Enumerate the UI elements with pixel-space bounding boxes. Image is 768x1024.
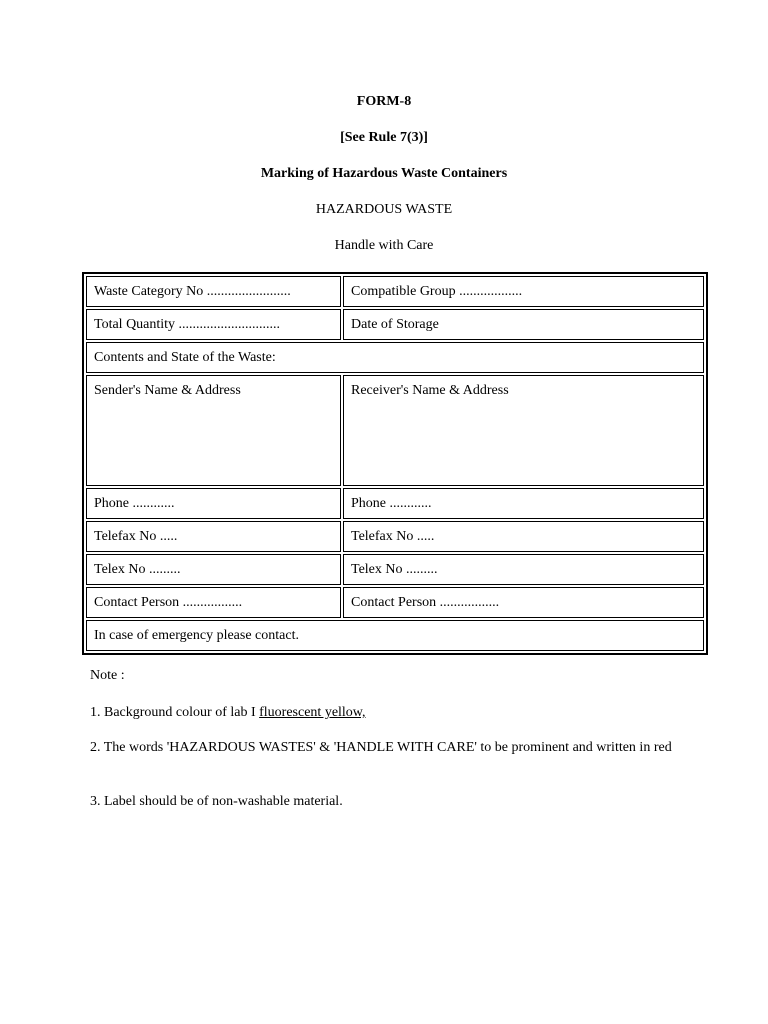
sender-telefax-field: Telefax No ..... <box>86 521 341 552</box>
table-row <box>86 276 704 307</box>
table-row <box>86 587 704 618</box>
table-row <box>86 309 704 340</box>
total-quantity-field: Total Quantity ............................. <box>86 309 341 340</box>
receiver-contact-field: Contact Person ................. <box>343 587 704 618</box>
label-subheading: Handle with Care <box>334 238 434 253</box>
table-row <box>86 620 704 651</box>
table-row <box>86 554 704 585</box>
compatible-group-field: Compatible Group .................. <box>343 276 704 307</box>
receiver-address-field: Receiver's Name & Address <box>343 375 704 486</box>
table-row <box>86 521 704 552</box>
sender-address-field: Sender's Name & Address <box>86 375 341 486</box>
emergency-contact-field: In case of emergency please contact. <box>86 620 704 651</box>
sender-phone-field: Phone ............ <box>86 488 341 519</box>
table-row <box>86 342 704 373</box>
waste-category-field: Waste Category No ........................ <box>86 276 341 307</box>
waste-label-form <box>82 272 708 655</box>
table-row <box>86 488 704 519</box>
note-item-1 <box>90 704 690 722</box>
form-subject: Marking of Hazardous Waste Containers <box>260 166 508 181</box>
date-of-storage-field: Date of Storage <box>343 309 704 340</box>
form-title: FORM-8 <box>356 94 412 109</box>
receiver-telefax-field: Telefax No ..... <box>343 521 704 552</box>
receiver-telex-field: Telex No ......... <box>343 554 704 585</box>
note-item-3: 3. Label should be of non-washable material. <box>90 794 343 809</box>
sender-contact-field: Contact Person ................. <box>86 587 341 618</box>
note-item-2: 2. The words 'HAZARDOUS WASTES' & 'HANDLE WITH CARE' to be prominent and written in red <box>90 740 672 755</box>
label-heading: HAZARDOUS WASTE <box>315 202 453 217</box>
rule-reference: [See Rule 7(3)] <box>340 130 428 145</box>
note-item-1-underlined: fluorescent yellow, <box>259 705 366 720</box>
table-row <box>86 375 704 486</box>
sender-telex-field: Telex No ......... <box>86 554 341 585</box>
receiver-phone-field: Phone ............ <box>343 488 704 519</box>
note-heading: Note : <box>90 668 125 683</box>
note-item-1-text: 1. Background colour of lab I <box>90 705 260 720</box>
contents-state-field: Contents and State of the Waste: <box>86 342 704 373</box>
